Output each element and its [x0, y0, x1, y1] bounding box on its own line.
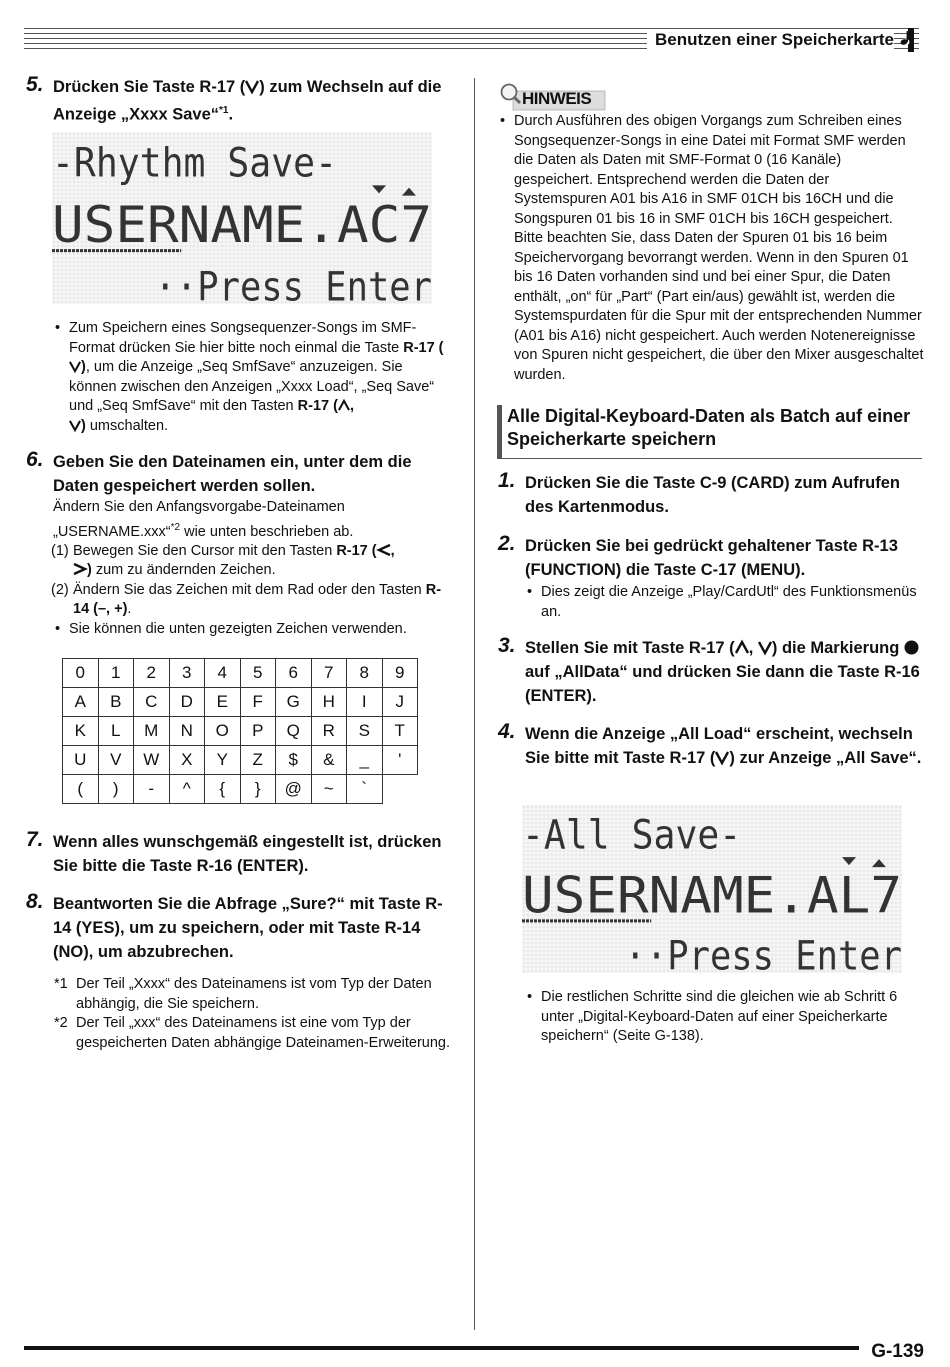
step-number: 4. — [498, 720, 516, 743]
step-number: 5. — [26, 73, 44, 96]
paragraph: Ändern Sie den Anfangsvorgabe-Dateinamen „USERNAME.xxx“$^{*2}$ wie unten beschrieben ab. — [53, 499, 354, 540]
char-cell: F — [240, 688, 276, 717]
char-cell: C — [134, 688, 170, 717]
lcd-line-1: -Rhythm Save- — [52, 140, 337, 187]
char-cell: ` — [347, 775, 383, 804]
char-cell: $ — [276, 746, 312, 775]
column-divider — [474, 78, 475, 1330]
bullet-item: • Dies zeigt die Anzeige „Play/CardUtl“ des Funktionsmenüs an. — [525, 583, 925, 622]
char-cell: 1 — [98, 659, 134, 688]
bullet-item: • Sie können die unten gezeigten Zeichen verwenden. — [53, 620, 453, 640]
right-step-2 — [498, 532, 925, 582]
up-arrow-icon — [338, 400, 350, 411]
step-number: 3. — [498, 634, 516, 657]
music-note-icon — [898, 28, 914, 52]
down-arrow-icon — [758, 641, 772, 654]
char-cell: U — [63, 746, 99, 775]
char-cell: 3 — [169, 659, 205, 688]
step-text: ) zur Anzeige „All Save“. — [729, 749, 922, 767]
step-text: Stellen Sie mit Taste R-17 ( — [525, 639, 735, 657]
char-cell: 5 — [240, 659, 276, 688]
char-cell: S — [347, 717, 383, 746]
char-cell: B — [98, 688, 134, 717]
step-text: Drücken Sie bei gedrückt gehaltener Taste R-13 (FUNCTION) die Taste C-17 (MENU). — [525, 537, 898, 579]
char-cell: ) — [98, 775, 134, 804]
char-cell: 0 — [63, 659, 99, 688]
char-cell: T — [382, 717, 418, 746]
char-cell: W — [134, 746, 170, 775]
step-text: Wenn alles wunschgemäß eingestellt ist, drücken Sie bitte die Taste R-16 (ENTER). — [53, 833, 442, 875]
bullet-item: • Die restlichen Schritte sind die gleichen wie ab Schritt 6 unter „Digital-Keyboard-Daten auf einer Speicherkarte speichern“ (Seite G-138). — [525, 988, 925, 1047]
char-row — [63, 775, 418, 804]
char-cell: @ — [276, 775, 312, 804]
char-cell: 2 — [134, 659, 170, 688]
step-6 — [26, 448, 453, 498]
lcd-display-all-save — [522, 805, 902, 980]
footer-rule — [24, 1346, 859, 1350]
character-table — [62, 658, 418, 804]
char-cell: O — [205, 717, 241, 746]
bullet-item: • Zum Speichern eines Songsequenzer-Songs im SMF-Format drücken Sie hier bitte noch einmal die Taste R-17 (), um die Anzeige „Seq SmfSave“ anzuzeigen. Sie können zwischen den Anzeigen „Xxxx Load“, „Seq Save“ und „Seq SmfSave“ mit den Tasten R-17 ( , ) umschalten. — [53, 319, 453, 436]
step-7 — [26, 828, 453, 878]
char-cell: N — [169, 717, 205, 746]
lcd-line-3: ··Press Enter — [154, 264, 432, 311]
step-5 — [26, 73, 453, 127]
char-cell: M — [134, 717, 170, 746]
char-cell: X — [169, 746, 205, 775]
step-number: 6. — [26, 448, 44, 471]
char-cell: Y — [205, 746, 241, 775]
char-row — [63, 746, 418, 775]
char-cell: K — [63, 717, 99, 746]
lcd-line-3: ··Press Enter — [624, 933, 902, 980]
char-cell: 9 — [382, 659, 418, 688]
hinweis-note — [498, 112, 924, 385]
page-number: G-139 — [871, 1341, 924, 1362]
right-step-2-note — [525, 583, 925, 622]
char-cell: - — [134, 775, 170, 804]
empty-cell — [382, 775, 418, 804]
char-row — [63, 659, 418, 688]
char-cell: ' — [382, 746, 418, 775]
step-number: 8. — [26, 890, 44, 913]
lcd-display-rhythm-save — [52, 132, 433, 311]
step-text: ) zum Wechseln auf die Anzeige „Xxxx Save“ — [53, 78, 442, 124]
char-cell: L — [98, 717, 134, 746]
footnote-1: *1 Der Teil „Xxxx“ des Dateinamens ist vom Typ der Daten abhängig, die Sie speichern. — [54, 976, 432, 1012]
list-item-1: (1) Bewegen Sie den Cursor mit den Tasten R-17 ( , ) zum zu ändernden Zeichen. — [51, 542, 395, 579]
right-step-3: 3. Stellen Sie mit Taste R-17 ( , ) die Markierung auf „AllData“ und drücken Sie dann die Taste R-16 (ENTER). — [498, 634, 920, 705]
step-6-body — [53, 498, 453, 639]
char-cell: 4 — [205, 659, 241, 688]
char-cell: _ — [347, 746, 383, 775]
hinweis-label: HINWEIS — [522, 89, 592, 108]
char-cell: I — [347, 688, 383, 717]
down-arrow-icon — [69, 420, 81, 431]
step-number: 1. — [498, 469, 516, 492]
right-step-4-note — [525, 988, 925, 1047]
step-text: Drücken Sie Taste R-17 ( — [53, 78, 246, 96]
step-number: 2. — [498, 532, 516, 555]
char-cell: Z — [240, 746, 276, 775]
char-cell: J — [382, 688, 418, 717]
down-arrow-icon — [245, 80, 259, 93]
lcd-line-2: USERNAME.AC7 — [52, 196, 433, 255]
header-title: Benutzen einer Speicherkarte — [647, 30, 894, 50]
char-cell: 7 — [311, 659, 347, 688]
left-arrow-icon — [377, 544, 391, 556]
step-5-note — [53, 319, 453, 436]
char-cell: A — [63, 688, 99, 717]
char-row — [63, 717, 418, 746]
footnote-ref: *1 — [219, 105, 229, 116]
char-cell: Q — [276, 717, 312, 746]
section-heading: Alle Digital-Keyboard-Daten als Batch auf einer Speicherkarte speichern — [497, 405, 922, 459]
char-cell: } — [240, 775, 276, 804]
char-cell: ~ — [311, 775, 347, 804]
step-text: Geben Sie den Dateinamen ein, unter dem die Daten gespeichert werden sollen. — [53, 453, 412, 495]
char-row — [63, 688, 418, 717]
step-text: Wenn die Anzeige „All Load“ erscheint, wechseln Sie bitte mit Taste R-17 ( — [525, 725, 913, 767]
right-arrow-icon — [73, 563, 87, 575]
lcd-line-2: USERNAME.AL7 — [522, 866, 902, 925]
right-step-4 — [498, 720, 925, 770]
char-cell: ( — [63, 775, 99, 804]
step-8 — [26, 890, 453, 964]
down-arrow-icon — [715, 751, 729, 764]
list-item-2: (2) Ändern Sie das Zeichen mit dem Rad oder den Tasten R-14 (–, +). — [51, 581, 442, 618]
down-arrow-icon — [69, 361, 81, 372]
filled-circle-icon — [904, 640, 919, 655]
char-cell: { — [205, 775, 241, 804]
up-arrow-icon — [735, 641, 749, 654]
char-cell: 6 — [276, 659, 312, 688]
lcd-line-1: -All Save- — [522, 812, 742, 859]
char-cell: R — [311, 717, 347, 746]
char-cell: 8 — [347, 659, 383, 688]
char-cell: ^ — [169, 775, 205, 804]
footnote-2: *2 Der Teil „xxx“ des Dateinamens ist eine vom Typ der gespeicherten Daten abhängige Dateinamen-Erweiterung. — [54, 1015, 451, 1051]
char-cell: & — [311, 746, 347, 775]
step-text: . — [228, 105, 234, 124]
char-cell: H — [311, 688, 347, 717]
bullet-item: • Durch Ausführen des obigen Vorgangs zum Schreiben eines Songsequenzer-Songs in eine Datei mit Format SMF werden die Daten als Daten mit SMF-Format 0 (16 Kanäle) gespeichert. Entsprechend werden die Daten der Systemspuren A01 bis A16 in SMF 01CH bis 16CH und die Songspuren 01 bis 16 in SMF 01CH bis 16CH gespeichert. Bitte beachten Sie, dass Daten der Spuren 01 bis 16 beim Speichervorgang bevorrangt werden. Wenn in den Spuren 01 bis 16 Daten vorhanden sind und bei einer Spur, die Daten enthält, „on“ für „Part“ (Part ein/aus) gewählt ist, werden die Systemspurdaten für die Spur mit der entsprechenden Nummer (A01 bis A16) nicht gespeichert. Auch werden Notenereignisse von Spuren nicht gespeichert, die über den Mixer ausgeschaltet wurden. — [498, 112, 924, 385]
step-text: Drücken Sie die Taste C-9 (CARD) zum Aufrufen des Kartenmodus. — [525, 474, 900, 516]
char-cell: P — [240, 717, 276, 746]
char-cell: D — [169, 688, 205, 717]
step-number: 7. — [26, 828, 44, 851]
char-cell: G — [276, 688, 312, 717]
char-cell: V — [98, 746, 134, 775]
right-step-1 — [498, 469, 925, 519]
char-cell: E — [205, 688, 241, 717]
step-text: Beantworten Sie die Abfrage „Sure?“ mit Taste R-14 (YES), um zu speichern, oder mit Taste R-14 (NO), um abzubrechen. — [53, 895, 443, 961]
footnotes — [54, 975, 454, 1053]
